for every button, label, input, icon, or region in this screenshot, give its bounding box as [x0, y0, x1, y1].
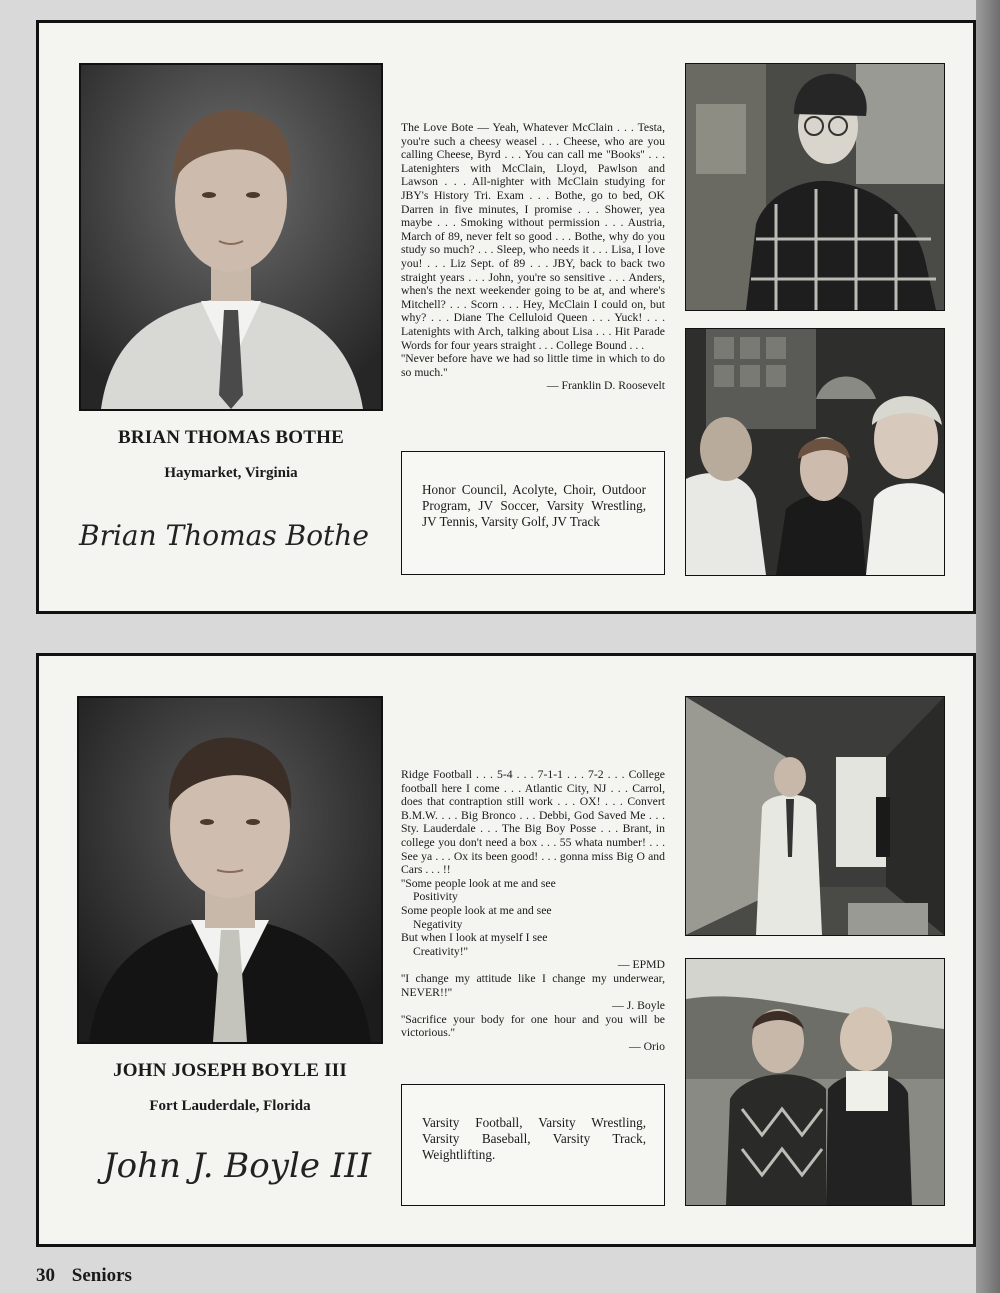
senior-panel-boyle	[36, 653, 976, 1247]
portrait-photo-bothe	[79, 63, 383, 411]
candid-photo-outdoor	[685, 958, 945, 1206]
page-footer	[36, 1265, 132, 1287]
poem-line: But when I look at myself I see	[401, 931, 548, 945]
senior-panel-bothe	[36, 20, 976, 614]
quote-paragraph: ''Never before have we had so little time in which to do so much.''	[401, 352, 665, 379]
quote-paragraph: ''Sacrifice your body for one hour and you will be victorious.''	[401, 1012, 665, 1040]
senior-name: BRIAN THOMAS BOTHE	[117, 427, 344, 448]
candid-photo-group	[685, 328, 945, 576]
poem-line: Positivity	[413, 890, 458, 904]
activities-box	[401, 451, 665, 575]
page-edge-shadow	[976, 0, 1000, 1293]
signature: John J. Boyle III	[103, 1146, 372, 1186]
poem-line: Some people look at me and see	[401, 903, 552, 917]
senior-quote-text	[401, 768, 665, 1053]
page-number: 30	[36, 1265, 55, 1286]
candid-photo-hallway	[685, 696, 945, 936]
candid-photo-costume	[685, 63, 945, 311]
quote-paragraph: The Love Bote — Yeah, Whatever McClain . . . Testa, you're such a cheesy weasel . . . Cheese, who are you calling Cheese, Byrd . . . You can call me ''Books'' . . . Latenighters with McClain, Lloyd, Pawlson and Lawson . . . All-nighter with McClain studying for JBY's History Tri. Exam . . . Bothe, go to bed, OK Darren in five minutes, I promise . . . Shower, yea maybe . . . Smoking without permission . . . Austria, March of 89, never felt so good . . . Bothe, why do you study so much? . . . Sleep, who needs it . . . Lisa, I love you! . . . Liz Sept. of 89 . . . JBY, back to back two straight years . . . John, you're so sensitive . . . Anders, when's the next weekender going to be at, and where's Mitchell? . . . Scorn . . . Hey, McClain I could on, but why? . . . Diane The Celluloid Queen . . . Yuck! . . . Latenights with Arch, talking about Lisa . . . Hit Parade Words for four years straight . . . College Bound . . .	[401, 121, 665, 352]
senior-quote-text	[401, 121, 665, 393]
section-title: Seniors	[71, 1265, 132, 1286]
senior-name: JOHN JOSEPH BOYLE III	[113, 1060, 347, 1081]
quote-paragraph: Ridge Football . . . 5-4 . . . 7-1-1 . . . 7-2 . . . College football here I come . . . Atlantic City, NJ . . . Carrol, does that contraption still work . . . OX! . . . Convert B.M.W. . . . Big Bronco . . . Debbi, God Saved Me . . . Sty. Lauderdale . . . The Big Boy Posse . . . Brant, in college you don't need a box . . . 55 whata number! . . . See ya . . . Ox its been good! . . . gonna miss Big O and Cars . . . !!	[401, 768, 665, 877]
portrait-photo-boyle	[77, 696, 383, 1044]
poem-line: Creativity!''	[413, 944, 468, 958]
signature: Brian Thomas Bothe	[79, 519, 369, 552]
quote-attribution: — Orio	[628, 1039, 665, 1053]
activities-text: Honor Council, Acolyte, Choir, Outdoor Program, JV Soccer, Varsity Wrestling, JV Tennis, Varsity Golf, JV Track	[422, 482, 646, 529]
poem-line: Negativity	[413, 917, 463, 931]
senior-hometown: Haymarket, Virginia	[164, 465, 298, 481]
senior-hometown: Fort Lauderdale, Florida	[149, 1098, 311, 1114]
poem-line: ''Some people look at me and see	[401, 876, 556, 890]
activities-box	[401, 1084, 665, 1206]
activities-text: Varsity Football, Varsity Wrestling, Varsity Baseball, Varsity Track, Weightlifting.	[422, 1115, 646, 1162]
quote-paragraph: ''I change my attitude like I change my underwear, NEVER!!''	[401, 971, 665, 999]
quote-attribution: — Franklin D. Roosevelt	[546, 379, 665, 393]
quote-attribution: — J. Boyle	[612, 999, 665, 1013]
quote-attribution: — EPMD	[617, 958, 665, 972]
